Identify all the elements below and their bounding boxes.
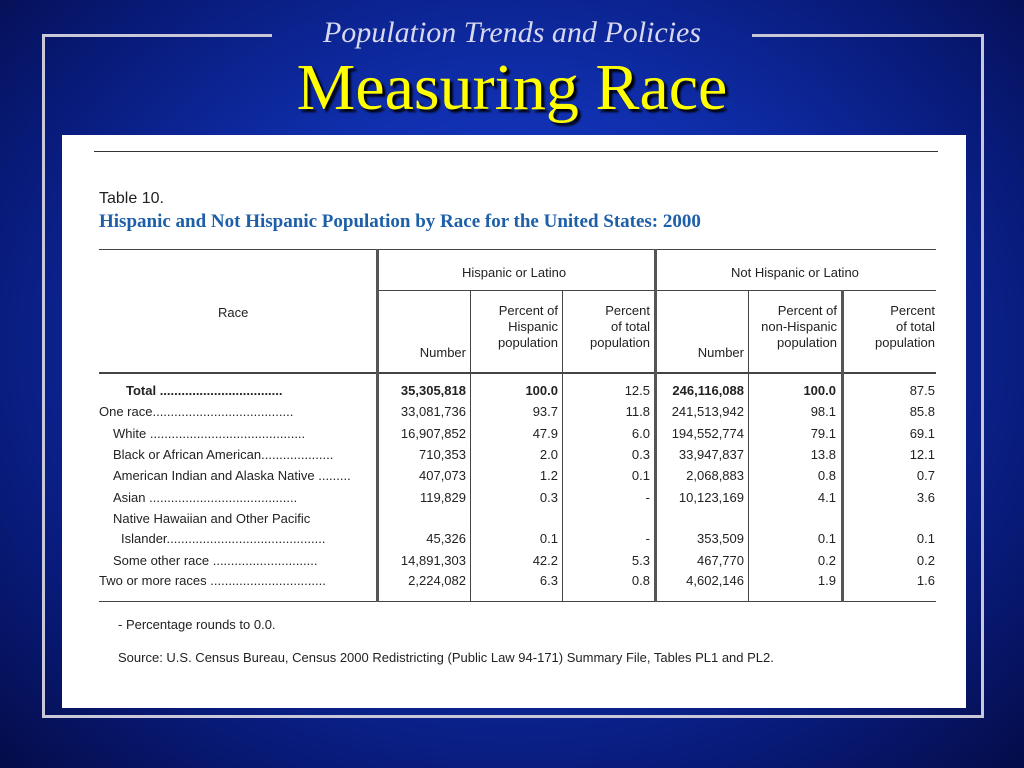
row-label: One race....................................... bbox=[99, 404, 294, 419]
cell: 241,513,942 bbox=[671, 404, 744, 419]
table-header-top-rule bbox=[99, 249, 936, 250]
cell: 42.2 bbox=[532, 553, 558, 568]
col-divider-1 bbox=[470, 290, 471, 602]
cell: 100.0 bbox=[803, 383, 836, 398]
group-divider bbox=[654, 249, 657, 602]
row-label: Some other race ............................. bbox=[113, 553, 318, 568]
cell: 45,326 bbox=[426, 531, 466, 546]
cell: - bbox=[645, 490, 650, 505]
group-header-rule bbox=[378, 290, 936, 291]
frame-bottom bbox=[42, 715, 984, 718]
table-number: Table 10. bbox=[99, 190, 164, 207]
cell: 1.6 bbox=[916, 573, 935, 588]
cell: 710,353 bbox=[419, 447, 466, 462]
cell: 353,509 bbox=[697, 531, 744, 546]
pct-nonhispanic-header: Percent of non-Hispanic population bbox=[761, 303, 837, 350]
row-label: Asian ......................................... bbox=[113, 490, 298, 505]
table-panel bbox=[62, 135, 966, 708]
pct-hispanic-header: Percent of Hispanic population bbox=[498, 303, 558, 350]
race-header: Race bbox=[218, 305, 249, 320]
col-divider-5 bbox=[841, 290, 844, 602]
col-divider-4 bbox=[748, 290, 749, 602]
slide-subtitle: Population Trends and Policies bbox=[322, 16, 702, 49]
cell: 0.2 bbox=[817, 553, 836, 568]
cell: 3.6 bbox=[916, 490, 935, 505]
row-label: Two or more races ................................ bbox=[99, 573, 326, 588]
cell: 0.1 bbox=[539, 531, 558, 546]
cell: 5.3 bbox=[631, 553, 650, 568]
cell: 69.1 bbox=[909, 426, 935, 441]
top-rule bbox=[94, 151, 938, 152]
row-label: Native Hawaiian and Other Pacific bbox=[113, 511, 311, 526]
cell: 0.8 bbox=[817, 468, 836, 483]
row-label: American Indian and Alaska Native ......... bbox=[113, 468, 351, 483]
cell: 14,891,303 bbox=[400, 553, 466, 568]
cell: 33,081,736 bbox=[400, 404, 466, 419]
hispanic-group-header: Hispanic or Latino bbox=[462, 265, 567, 280]
hispanic-number-header: Number bbox=[419, 345, 466, 360]
row-label: Total .................................. bbox=[126, 383, 283, 398]
not-hispanic-group-header: Not Hispanic or Latino bbox=[731, 265, 859, 280]
cell: 79.1 bbox=[810, 426, 836, 441]
cell: 246,116,088 bbox=[672, 383, 744, 398]
table-title: Hispanic and Not Hispanic Population by Race for the United States: 2000 bbox=[99, 211, 701, 232]
frame-right bbox=[981, 34, 984, 718]
cell: 100.0 bbox=[525, 383, 558, 398]
cell: 407,073 bbox=[419, 468, 466, 483]
cell: 467,770 bbox=[697, 553, 744, 568]
cell: 6.0 bbox=[631, 426, 650, 441]
cell: 33,947,837 bbox=[678, 447, 744, 462]
cell: 194,552,774 bbox=[671, 426, 744, 441]
table-body-top-rule bbox=[99, 372, 936, 374]
cell: 0.2 bbox=[916, 553, 935, 568]
cell: 87.5 bbox=[909, 383, 935, 398]
table-note: - Percentage rounds to 0.0. bbox=[118, 617, 276, 632]
cell: 13.8 bbox=[810, 447, 836, 462]
table-source: Source: U.S. Census Bureau, Census 2000 Redistricting (Public Law 94-171) Summary File, Tables PL1 and PL2. bbox=[118, 650, 774, 665]
pct-total-nonhispanic-header: Percent of total population bbox=[875, 303, 935, 350]
pct-total-hispanic-header: Percent of total population bbox=[590, 303, 650, 350]
cell: 0.1 bbox=[631, 468, 650, 483]
row-label: White ........................................... bbox=[113, 426, 306, 441]
cell: 4.1 bbox=[817, 490, 836, 505]
cell: - bbox=[645, 531, 650, 546]
cell: 11.8 bbox=[625, 404, 650, 419]
row-label: Islander............................................ bbox=[121, 531, 326, 546]
cell: 2.0 bbox=[539, 447, 558, 462]
cell: 0.1 bbox=[817, 531, 836, 546]
slide-title: Measuring Race bbox=[296, 51, 728, 124]
cell: 35,305,818 bbox=[400, 383, 466, 398]
cell: 1.2 bbox=[539, 468, 558, 483]
cell: 2,224,082 bbox=[408, 573, 466, 588]
frame-left bbox=[42, 34, 45, 718]
cell: 0.1 bbox=[916, 531, 935, 546]
cell: 93.7 bbox=[532, 404, 558, 419]
cell: 12.1 bbox=[909, 447, 935, 462]
cell: 98.1 bbox=[810, 404, 836, 419]
cell: 0.3 bbox=[539, 490, 558, 505]
cell: 47.9 bbox=[532, 426, 558, 441]
cell: 119,829 bbox=[419, 490, 466, 505]
not-hispanic-number-header: Number bbox=[697, 345, 744, 360]
cell: 0.3 bbox=[631, 447, 650, 462]
cell: 6.3 bbox=[539, 573, 558, 588]
cell: 16,907,852 bbox=[400, 426, 466, 441]
cell: 12.5 bbox=[624, 383, 650, 398]
cell: 2,068,883 bbox=[686, 468, 744, 483]
cell: 0.8 bbox=[631, 573, 650, 588]
row-label: Black or African American.................... bbox=[113, 447, 334, 462]
cell: 4,602,146 bbox=[686, 573, 744, 588]
cell: 85.8 bbox=[909, 404, 935, 419]
cell: 1.9 bbox=[817, 573, 836, 588]
cell: 10,123,169 bbox=[678, 490, 744, 505]
cell: 0.7 bbox=[916, 468, 935, 483]
race-column-divider bbox=[376, 249, 379, 602]
col-divider-2 bbox=[562, 290, 563, 602]
table-bottom-rule bbox=[99, 601, 936, 602]
